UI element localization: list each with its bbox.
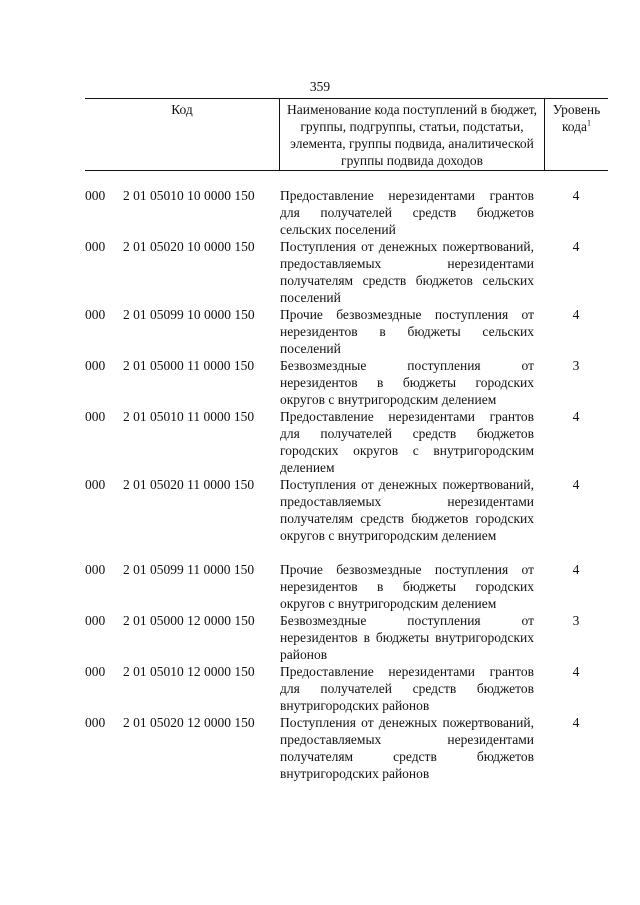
page-number: 359	[309, 79, 331, 94]
income-name: Безвозмездные поступления от нерезидентов в бюджеты внутригородских районов	[280, 613, 534, 662]
income-name: Поступления от денежных пожертвований, предоставляемых нерезидентами получателям средств бюджетов внутригородских районов	[280, 715, 534, 781]
income-name: Предоставление нерезидентами грантов для получателей средств бюджетов городских округов с внутригородским делением	[280, 409, 534, 475]
income-name: Поступления от денежных пожертвований, предоставляемых нерезидентами получателям средств бюджетов сельских поселений	[280, 239, 534, 305]
income-code: 2 01 05099 11 0000 150	[123, 562, 255, 577]
admin-code: 000	[85, 715, 106, 730]
income-code: 2 01 05020 12 0000 150	[123, 715, 255, 730]
code-level: 3	[572, 358, 580, 373]
table-row	[85, 612, 608, 663]
code-level: 4	[572, 307, 580, 322]
table-row	[85, 238, 608, 306]
income-name: Предоставление нерезидентами грантов для получателей средств бюджетов внутригородских районов	[280, 664, 534, 713]
header-code: Код	[85, 99, 280, 171]
income-code: 2 01 05010 10 0000 150	[123, 188, 255, 203]
code-level: 4	[572, 715, 580, 730]
code-table-body	[85, 187, 608, 782]
income-name: Поступления от денежных пожертвований, предоставляемых нерезидентами получателям средств бюджетов городских округов с внутригородским делением	[280, 477, 534, 543]
code-level: 4	[572, 409, 580, 424]
income-code: 2 01 05010 12 0000 150	[123, 664, 255, 679]
table-row	[85, 408, 608, 476]
admin-code: 000	[85, 307, 106, 322]
table-row	[85, 561, 608, 612]
table-row	[85, 357, 608, 408]
header-level-cell	[545, 99, 609, 171]
income-name: Безвозмездные поступления от нерезидентов в бюджеты городских округов с внутригородским делением	[280, 358, 534, 407]
code-level: 4	[572, 188, 580, 203]
income-name: Предоставление нерезидентами грантов для получателей средств бюджетов сельских поселений	[280, 188, 534, 237]
code-level: 4	[572, 477, 580, 492]
table-header	[85, 98, 608, 171]
header-level: Уровень кода	[552, 102, 601, 134]
income-name: Прочие безвозмездные поступления от нерезидентов в бюджеты городских округов с внутригородским делением	[280, 562, 534, 611]
table-row	[85, 663, 608, 714]
admin-code: 000	[85, 409, 106, 424]
income-code: 2 01 05010 11 0000 150	[123, 409, 255, 424]
table-row	[85, 714, 608, 782]
admin-code: 000	[85, 188, 106, 203]
admin-code: 000	[85, 239, 106, 254]
table-row	[85, 476, 608, 561]
income-name: Прочие безвозмездные поступления от нерезидентов в бюджеты сельских поселений	[280, 307, 534, 356]
income-code: 2 01 05000 12 0000 150	[123, 613, 255, 628]
table-row	[85, 187, 608, 238]
code-level: 3	[572, 613, 580, 628]
income-code: 2 01 05099 10 0000 150	[123, 307, 255, 322]
admin-code: 000	[85, 613, 106, 628]
admin-code: 000	[85, 562, 106, 577]
admin-code: 000	[85, 358, 106, 373]
income-code: 2 01 05020 11 0000 150	[123, 477, 255, 492]
table-row	[85, 306, 608, 357]
admin-code: 000	[85, 477, 106, 492]
code-level: 4	[572, 664, 580, 679]
income-code: 2 01 05020 10 0000 150	[123, 239, 255, 254]
code-level: 4	[572, 562, 580, 577]
income-code: 2 01 05000 11 0000 150	[123, 358, 255, 373]
admin-code: 000	[85, 664, 106, 679]
header-level-footnote: 1	[587, 118, 592, 128]
code-level: 4	[572, 239, 580, 254]
header-name: Наименование кода поступлений в бюджет, группы, подгруппы, статьи, подстатьи, элемента, группы подвида, аналитической группы подвида доходов	[280, 99, 545, 171]
